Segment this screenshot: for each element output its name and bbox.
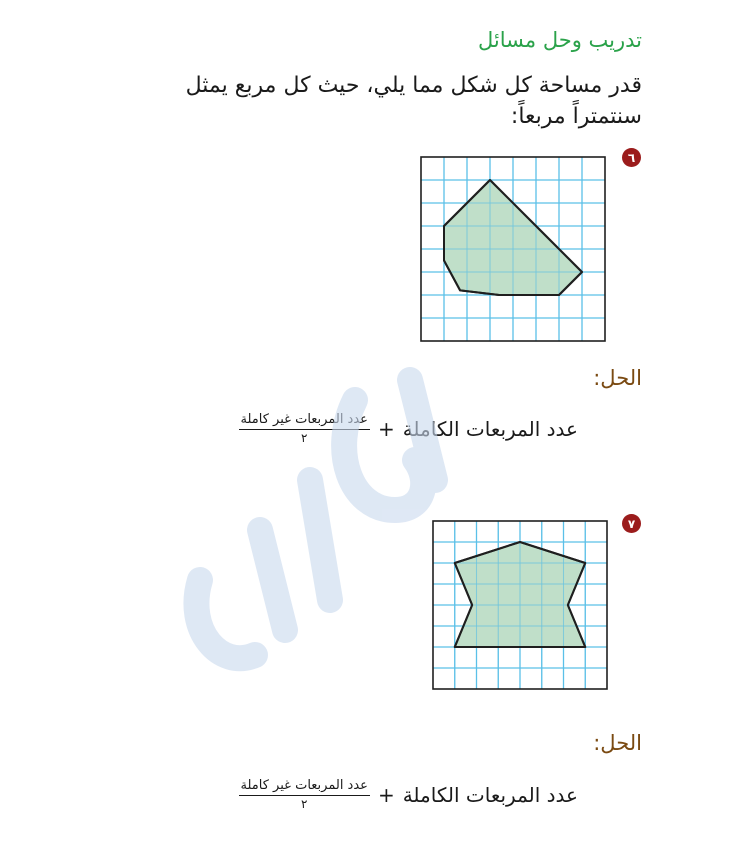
- area-formula: [239, 778, 578, 811]
- section-title: تدريب وحل مسائل: [478, 28, 642, 52]
- fraction: [239, 778, 370, 811]
- problem-number-badge: ٧: [622, 514, 641, 533]
- full-squares-term: عدد المربعات الكاملة: [402, 782, 578, 807]
- solution-label: الحل:: [593, 731, 642, 755]
- problem-number-badge: ٦: [622, 148, 641, 167]
- grid-figure-1: [420, 156, 606, 342]
- fraction-numerator: عدد المربعات غير كاملة: [239, 412, 370, 430]
- plus-sign: +: [377, 416, 395, 441]
- watermark-logo: [180, 360, 450, 690]
- full-squares-term: عدد المربعات الكاملة: [402, 416, 578, 441]
- plus-sign: +: [377, 782, 395, 807]
- solution-label: الحل:: [593, 366, 642, 390]
- fraction-denominator: ٢: [301, 431, 308, 445]
- instruction-text: قدر مساحة كل شكل مما يلي، حيث كل مربع يمثل سنتمتراً مربعاً:: [185, 73, 642, 129]
- fraction-numerator: عدد المربعات غير كاملة: [239, 778, 370, 796]
- grid-figure-2: [432, 520, 608, 690]
- fraction-denominator: ٢: [301, 797, 308, 811]
